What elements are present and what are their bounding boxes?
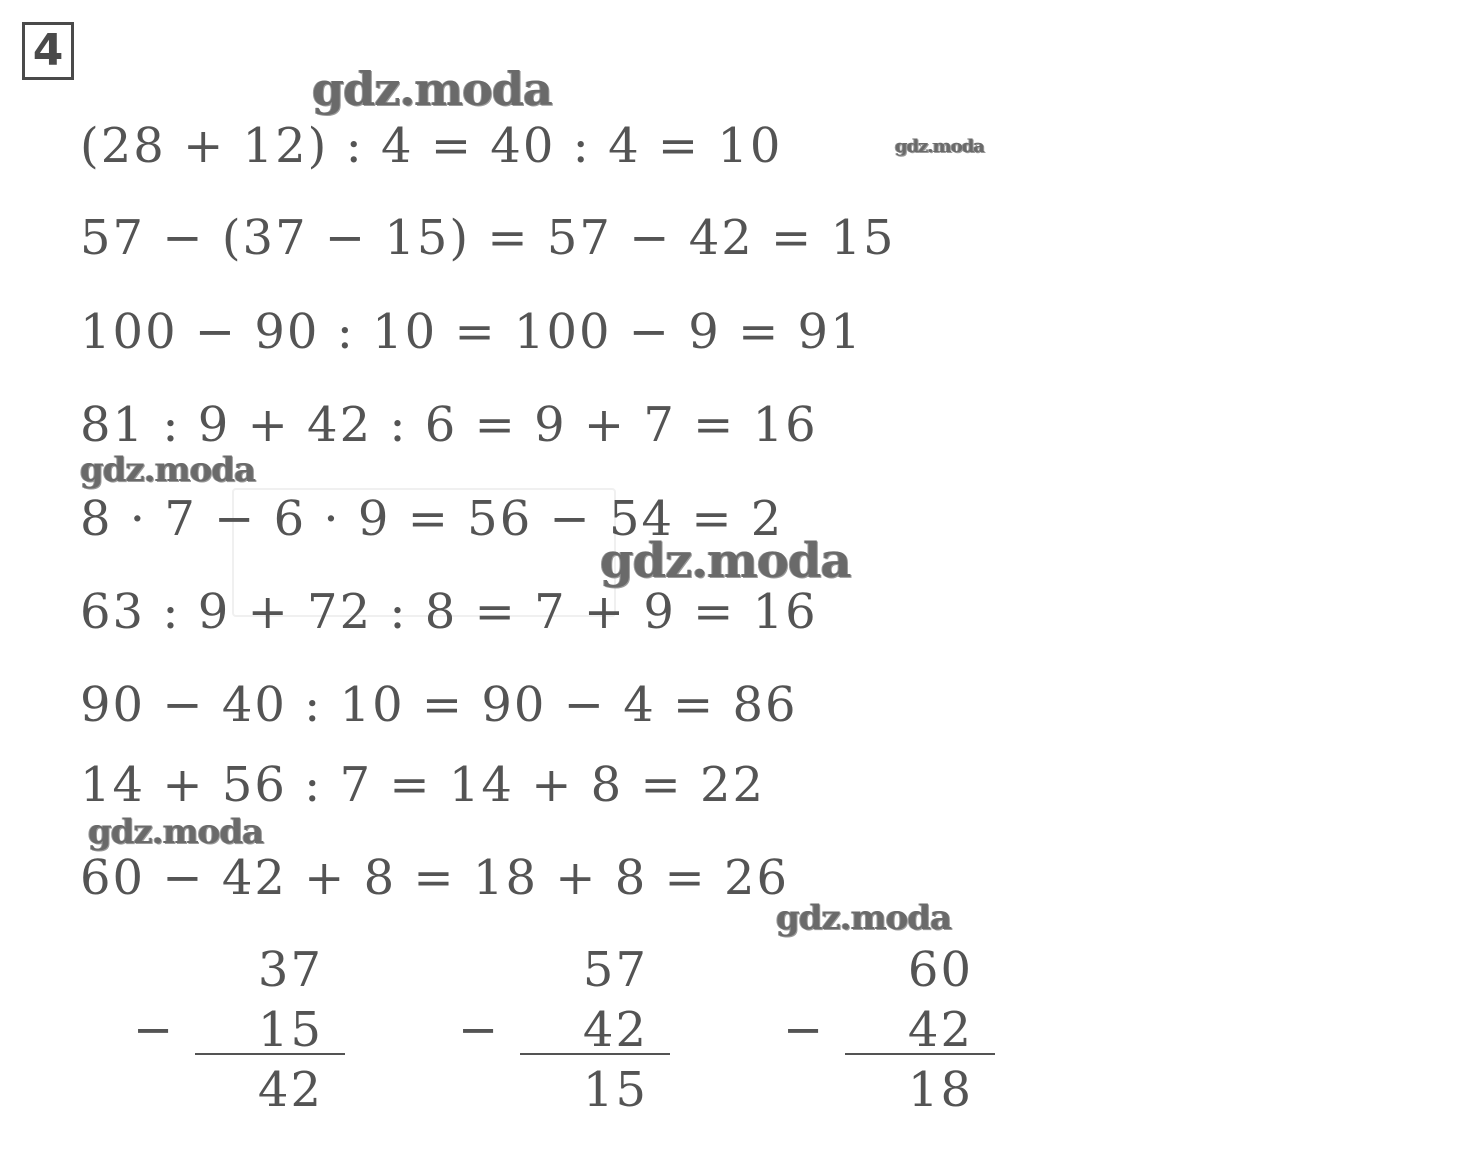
column-subtraction-2	[458, 940, 670, 1120]
column-subtraction-1	[133, 940, 345, 1120]
equation-9: 60 − 42 + 8 = 18 + 8 = 26	[80, 850, 790, 906]
equation-3: 100 − 90 : 10 = 100 − 9 = 91	[80, 304, 863, 360]
equation-2: 57 − (37 − 15) = 57 − 42 = 15	[80, 210, 896, 266]
watermark: gdz.moda	[80, 450, 256, 490]
subtraction-line	[520, 1053, 670, 1055]
subtraction-line	[845, 1053, 995, 1055]
subtrahend: 15	[257, 1002, 323, 1058]
subtrahend: 42	[582, 1002, 648, 1058]
watermark: gdz.moda	[312, 62, 552, 116]
watermark: gdz.moda	[600, 533, 851, 589]
minus-sign: −	[783, 1002, 826, 1058]
difference: 18	[907, 1062, 973, 1118]
subtrahend: 42	[907, 1002, 973, 1058]
difference: 42	[257, 1062, 323, 1118]
equation-4: 81 : 9 + 42 : 6 = 9 + 7 = 16	[80, 397, 818, 453]
equation-6: 63 : 9 + 72 : 8 = 7 + 9 = 16	[80, 584, 818, 640]
column-subtraction-3	[783, 940, 995, 1120]
watermark: gdz.moda	[776, 898, 952, 938]
subtraction-line	[195, 1053, 345, 1055]
watermark: gdz.moda	[88, 812, 264, 852]
minuend: 57	[582, 942, 648, 998]
equation-8: 14 + 56 : 7 = 14 + 8 = 22	[80, 757, 766, 813]
difference: 15	[582, 1062, 648, 1118]
minuend: 37	[257, 942, 323, 998]
minuend: 60	[907, 942, 973, 998]
equation-5: 8 · 7 − 6 · 9 = 56 − 54 = 2	[80, 491, 784, 547]
subtrahend-row	[133, 1000, 345, 1060]
watermark-small: gdz.moda	[895, 136, 984, 157]
minus-sign: −	[133, 1002, 176, 1058]
subtrahend-row	[783, 1000, 995, 1060]
equation-1: (28 + 12) : 4 = 40 : 4 = 10	[80, 118, 783, 174]
subtrahend-row	[458, 1000, 670, 1060]
equation-7: 90 − 40 : 10 = 90 − 4 = 86	[80, 677, 798, 733]
minus-sign: −	[458, 1002, 501, 1058]
task-number-badge: 4	[22, 22, 74, 80]
